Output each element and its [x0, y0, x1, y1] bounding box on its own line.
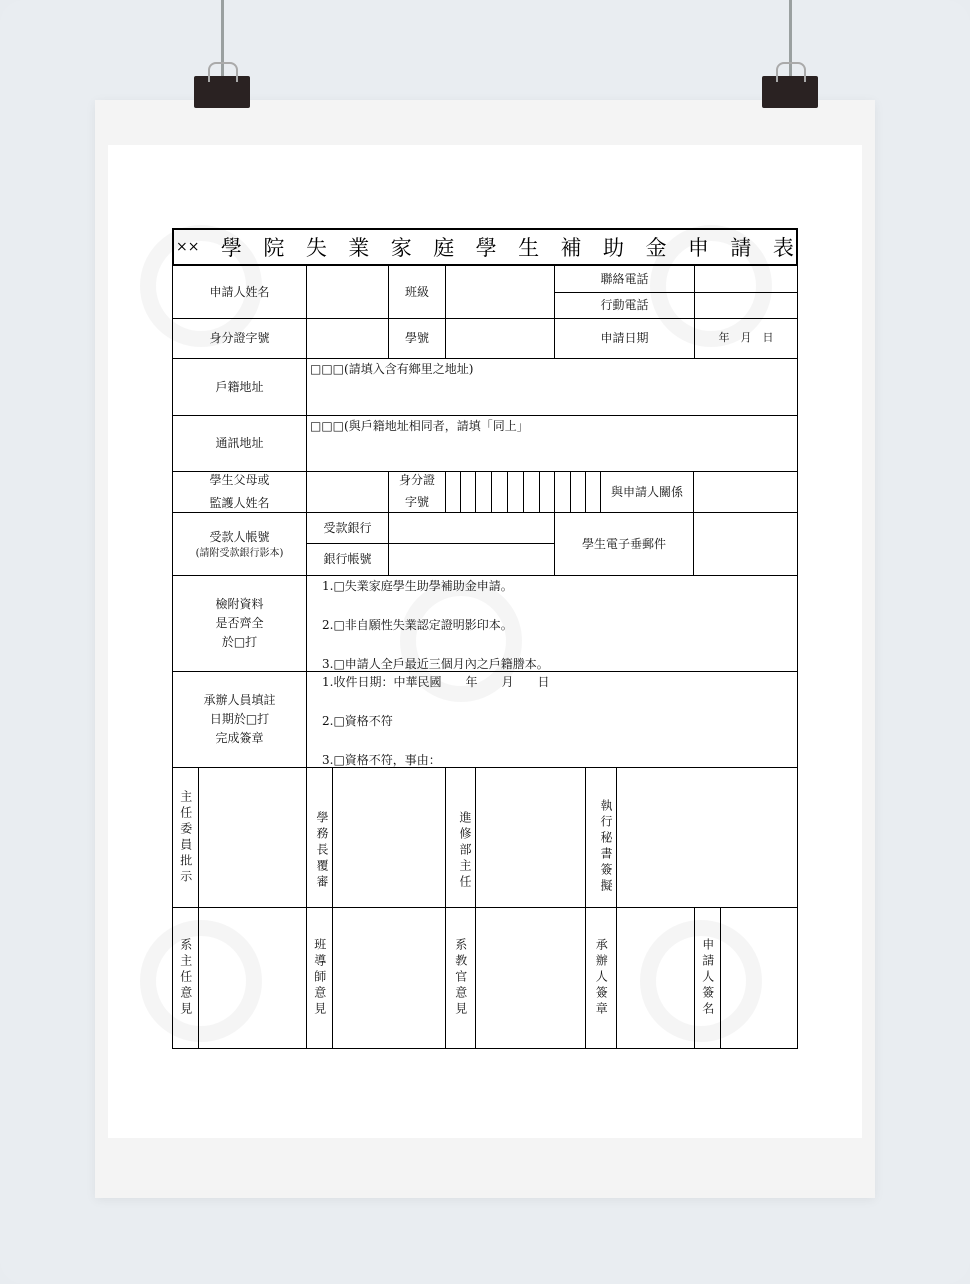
title-char: 補: [560, 236, 582, 260]
label-line: 學生父母或: [209, 473, 270, 488]
label-line: 監護人姓名: [209, 496, 270, 510]
mobile-phone-field[interactable]: [694, 292, 798, 319]
title-char: 請: [730, 236, 752, 260]
contact-phone-label: 聯絡電話: [554, 265, 695, 293]
applicant-name-label: 申請人姓名: [172, 265, 307, 319]
title-char: 申: [687, 236, 709, 260]
label-line: 是否齊全: [215, 615, 264, 630]
handler-notes-label: [172, 671, 307, 768]
attachment-checkbox-1[interactable]: 1.□失業家庭學生助學補助金申請。: [322, 579, 513, 593]
title-char: 生: [518, 236, 540, 260]
military-instructor-opinion-field[interactable]: [475, 907, 586, 1049]
label-line: 日期於□打: [209, 711, 270, 726]
class-label: 班級: [388, 265, 446, 319]
attachment-checkbox-2[interactable]: 2.□非自願性失業認定證明影印本。: [322, 618, 513, 632]
id-digit-box[interactable]: [585, 471, 601, 513]
email-label: 學生電子垂郵件: [554, 512, 694, 576]
dean-review-label: 學務長覆審: [306, 767, 333, 908]
label-line: 受款人帳號: [209, 529, 270, 544]
id-digit-box[interactable]: [460, 471, 476, 513]
label-note: (請附受款銀行影本): [195, 547, 284, 559]
payee-account-label: [172, 512, 307, 576]
id-digit-box[interactable]: [539, 471, 555, 513]
binder-clip-icon: [762, 76, 818, 108]
applicant-name-field[interactable]: [306, 265, 389, 319]
executive-secretary-label: 執行秘書簽擬: [585, 767, 617, 908]
dept-head-opinion-field[interactable]: [198, 907, 307, 1049]
military-instructor-opinion-label: 系教官意見: [445, 907, 476, 1049]
account-number-field[interactable]: [388, 543, 555, 576]
relation-label: 與申請人關係: [600, 471, 694, 513]
title-char: 助: [603, 236, 624, 260]
account-number-label: 銀行帳號: [306, 543, 389, 576]
title-char: 學: [475, 236, 497, 260]
title-char: 庭: [433, 236, 455, 260]
contact-phone-field[interactable]: [694, 265, 798, 293]
id-number-label: 身分證字號: [172, 318, 307, 359]
relation-field[interactable]: [693, 471, 798, 513]
title-prefix: ××: [176, 239, 200, 255]
ineligible-reason-checkbox[interactable]: 3.□資格不符，事由：: [322, 753, 441, 767]
guardian-name-field[interactable]: [306, 471, 389, 513]
title-char: 業: [348, 236, 370, 260]
label-line: 檢附資料: [215, 596, 264, 611]
form-title: [172, 228, 798, 266]
label-line: 完成簽章: [215, 731, 264, 746]
mailing-address-label: 通訊地址: [172, 415, 307, 472]
guardian-id-label: [388, 471, 446, 513]
receipt-date[interactable]: 1.收件日期：中華民國 年 月 日: [322, 675, 550, 689]
id-digit-box[interactable]: [475, 471, 492, 513]
id-digit-box[interactable]: [507, 471, 524, 513]
title-char: 家: [390, 236, 412, 260]
title-char: 失: [305, 236, 327, 260]
homeroom-teacher-opinion-label: 班導師意見: [306, 907, 333, 1049]
bank-field[interactable]: [388, 512, 555, 544]
id-digit-box[interactable]: [523, 471, 540, 513]
label-line: 於□打: [221, 635, 258, 650]
handler-seal-label: 承辦人簽章: [585, 907, 617, 1049]
handler-seal-field[interactable]: [616, 907, 695, 1049]
dean-review-field[interactable]: [332, 767, 446, 908]
label-line: 字號: [404, 495, 429, 509]
applicant-signature-field[interactable]: [720, 907, 798, 1049]
id-digit-box[interactable]: [570, 471, 586, 513]
attachment-checkbox-3[interactable]: 3.□申請人全戶最近三個月內之戶籍謄本。: [322, 657, 549, 671]
applicant-signature-label: 申請人簽名: [694, 907, 721, 1049]
apply-date-label: 申請日期: [554, 318, 695, 359]
title-char: 表: [772, 236, 794, 260]
id-digit-box[interactable]: [554, 471, 571, 513]
student-id-field[interactable]: [445, 318, 555, 359]
continuing-ed-director-label: 進修部主任: [445, 767, 476, 908]
homeroom-teacher-opinion-field[interactable]: [332, 907, 446, 1049]
title-char: 院: [263, 236, 285, 260]
dept-head-opinion-label: 系主任意見: [172, 907, 199, 1049]
student-id-label: 學號: [388, 318, 446, 359]
class-field[interactable]: [445, 265, 555, 319]
label-line: 承辦人員填註: [203, 692, 276, 707]
id-digit-box[interactable]: [491, 471, 508, 513]
guardian-name-label: [172, 471, 307, 513]
executive-secretary-field[interactable]: [616, 767, 798, 908]
id-number-field[interactable]: [306, 318, 389, 359]
title-char: 學: [220, 236, 242, 260]
chair-approval-label: 主任委員批示: [172, 767, 199, 908]
household-address-hint: □□□(請填入含有鄉里之地址): [310, 362, 474, 376]
household-address-label: 戶籍地址: [172, 358, 307, 416]
chair-approval-field[interactable]: [198, 767, 307, 908]
email-field[interactable]: [693, 512, 798, 576]
apply-date-field[interactable]: 年 月 日: [694, 318, 798, 359]
ineligible-checkbox[interactable]: 2.□資格不符: [322, 714, 393, 728]
binder-clip-icon: [194, 76, 250, 108]
title-char: 金: [645, 236, 667, 260]
mailing-address-hint: □□□(與戶籍地址相同者，請填「同上」: [310, 419, 529, 433]
attachments-label: [172, 575, 307, 672]
mobile-phone-label: 行動電話: [554, 292, 695, 319]
label-line: 身分證: [398, 473, 435, 488]
id-digit-box[interactable]: [445, 471, 461, 513]
bank-label: 受款銀行: [306, 512, 389, 544]
continuing-ed-director-field[interactable]: [475, 767, 586, 908]
